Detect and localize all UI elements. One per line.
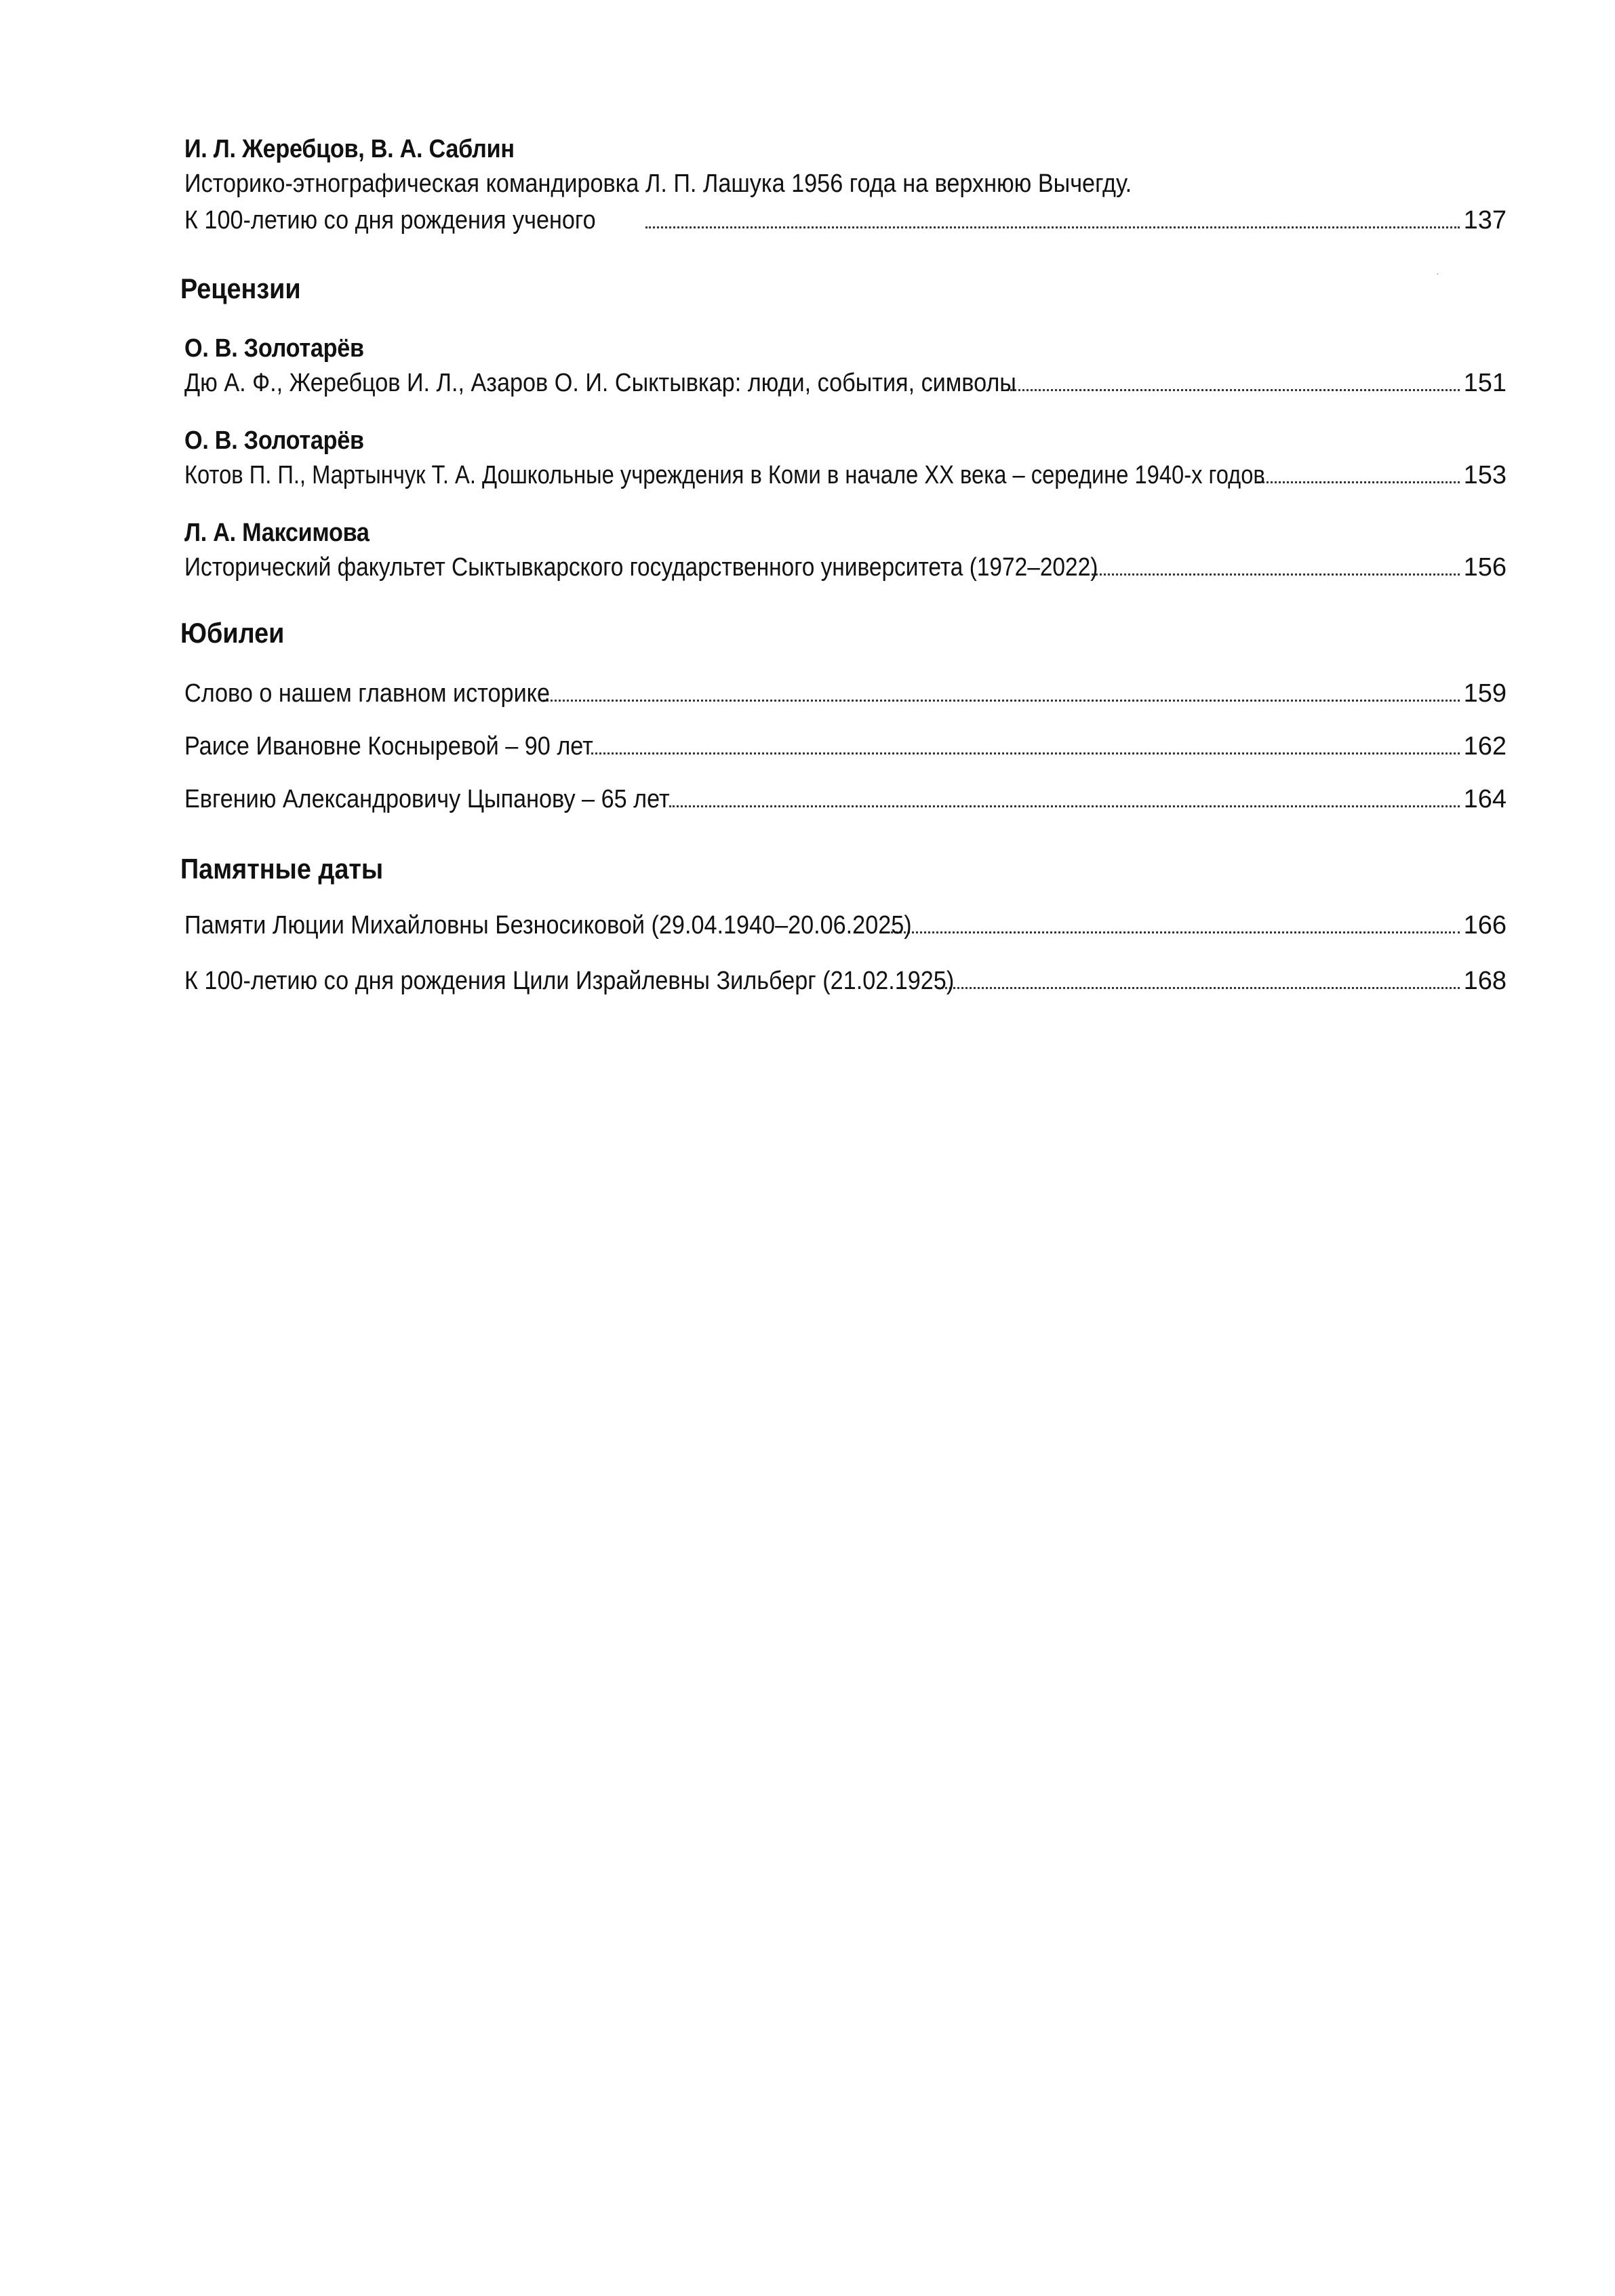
entry-author: И. Л. Жеребцов, В. А. Саблин — [184, 135, 515, 163]
dot-leader — [1258, 481, 1459, 483]
entry-title: Раисе Ивановне Коснырeвой – 90 лет — [184, 732, 593, 761]
toc-entry — [184, 424, 1507, 494]
section-heading: Юбилеи — [180, 617, 285, 649]
page-number: 153 — [1463, 461, 1507, 489]
page-number: 156 — [1463, 553, 1507, 582]
toc-line[interactable] — [184, 781, 1507, 818]
toc-entry — [184, 332, 1507, 401]
toc-line[interactable] — [184, 675, 1507, 712]
toc-line[interactable] — [184, 549, 1507, 586]
toc-line[interactable] — [184, 728, 1507, 765]
entry-title: Историко-этнографическая командировка Л. П. Лашука 1956 года на верхнюю Вычегду. — [184, 169, 1132, 198]
page-number: 168 — [1463, 967, 1507, 995]
dot-leader — [1007, 389, 1459, 391]
toc-line[interactable] — [184, 907, 1507, 944]
entry-author: О. В. Золотарёв — [184, 426, 364, 455]
entry-title: К 100-летию со дня рождения ученого — [184, 206, 596, 235]
page-number: 137 — [1463, 206, 1507, 235]
toc-entry — [184, 963, 1507, 999]
section-heading: Рецензии — [180, 273, 301, 304]
dot-leader — [669, 805, 1459, 807]
page-number: 166 — [1463, 911, 1507, 940]
toc-line[interactable] — [184, 457, 1507, 494]
entry-title: Евгению Александровичу Цыпанову – 65 лет — [184, 785, 670, 813]
toc-line[interactable] — [184, 202, 1507, 239]
entry-title: Котов П. П., Мартынчук Т. А. Дошкольные учреждения в Коми в начале XX века – середине 1940-х годов — [184, 461, 1265, 489]
dot-leader — [645, 226, 1460, 228]
entry-author: Л. А. Максимова — [184, 519, 370, 547]
dot-leader — [1080, 573, 1460, 576]
entry-title: Дю А. Ф., Жеребцов И. Л., Азаров О. И. Сыктывкар: люди, события, символы — [184, 369, 1016, 397]
toc-entry — [184, 133, 1507, 239]
toc-entry — [184, 907, 1507, 944]
dot-leader — [543, 700, 1460, 702]
page-number: 164 — [1463, 785, 1507, 813]
entry-title: Исторический факультет Сыктывкарского государственного университета (1972–2022) — [184, 553, 1098, 582]
toc-entry — [184, 728, 1507, 765]
page-number: 159 — [1463, 679, 1507, 708]
page-number: 162 — [1463, 732, 1507, 761]
entry-author: О. В. Золотарёв — [184, 334, 364, 363]
toc-entry — [184, 781, 1507, 818]
entry-title: Памяти Люции Михайловны Безносиковой (29.04.1940–20.06.2025) — [184, 911, 912, 940]
toc-entry — [184, 675, 1507, 712]
entry-title: К 100-летию со дня рождения Цили Израйлевны Зильберг (21.02.1925) — [184, 967, 955, 995]
dot-leader — [938, 987, 1459, 989]
page-number: 151 — [1463, 369, 1507, 397]
scan-speck: · — [1436, 268, 1439, 279]
toc-line[interactable] — [184, 365, 1507, 401]
dot-leader — [891, 931, 1460, 933]
toc-entry — [184, 517, 1507, 586]
entry-title: Слово о нашем главном историке — [184, 679, 551, 708]
dot-leader — [591, 752, 1460, 754]
toc-line[interactable] — [184, 963, 1507, 999]
section-heading: Памятные даты — [180, 853, 384, 885]
